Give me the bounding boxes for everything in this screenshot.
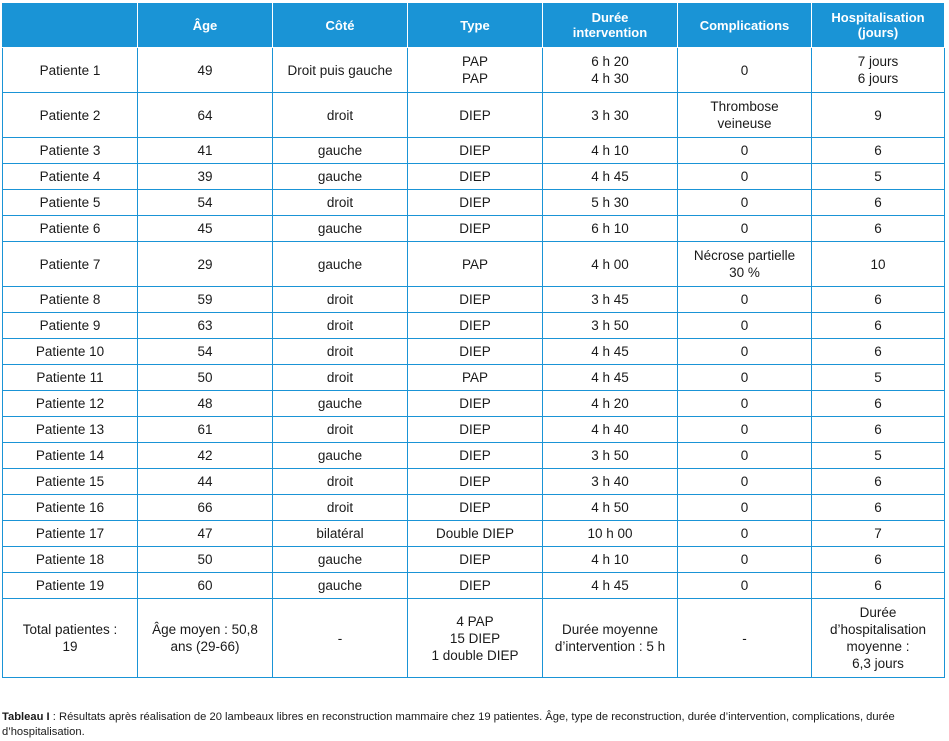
cell-age: 42 xyxy=(138,443,273,469)
cell-age: 66 xyxy=(138,495,273,521)
header-hospitalisation: Hospitalisation (jours) xyxy=(812,3,945,48)
cell-type: DIEP xyxy=(408,495,543,521)
cell-duree: 5 h 30 xyxy=(543,190,678,216)
cell-type: DIEP xyxy=(408,287,543,313)
cell-hospitalisation: 6 xyxy=(812,573,945,599)
cell-hospitalisation: 9 xyxy=(812,93,945,138)
cell-type: DIEP xyxy=(408,216,543,242)
table-row xyxy=(3,391,945,417)
cell-cote: gauche xyxy=(273,216,408,242)
cell-cote: gauche xyxy=(273,242,408,287)
table-row xyxy=(3,287,945,313)
cell-hospitalisation: 5 xyxy=(812,164,945,190)
table-total-row xyxy=(3,599,945,678)
table-row xyxy=(3,365,945,391)
cell-duree: 4 h 40 xyxy=(543,417,678,443)
cell-patient: Patiente 13 xyxy=(3,417,138,443)
cell-type: DIEP xyxy=(408,93,543,138)
cell-duree: 4 h 45 xyxy=(543,164,678,190)
cell-duree: 3 h 50 xyxy=(543,443,678,469)
cell-hospitalisation: 6 xyxy=(812,391,945,417)
cell-patient: Patiente 6 xyxy=(3,216,138,242)
cell-cote: Droit puis gauche xyxy=(273,48,408,93)
total-cote-cell: - xyxy=(273,599,408,678)
cell-patient: Patiente 11 xyxy=(3,365,138,391)
cell-patient: Patiente 18 xyxy=(3,547,138,573)
cell-complications: 0 xyxy=(678,138,812,164)
table-row xyxy=(3,417,945,443)
cell-patient: Patiente 4 xyxy=(3,164,138,190)
cell-cote: gauche xyxy=(273,138,408,164)
cell-type: PAP PAP xyxy=(408,48,543,93)
cell-duree: 3 h 45 xyxy=(543,287,678,313)
cell-duree: 6 h 10 xyxy=(543,216,678,242)
cell-complications: 0 xyxy=(678,391,812,417)
cell-type: DIEP xyxy=(408,138,543,164)
cell-complications: 0 xyxy=(678,365,812,391)
cell-complications: 0 xyxy=(678,573,812,599)
cell-type: DIEP xyxy=(408,547,543,573)
cell-duree: 6 h 20 4 h 30 xyxy=(543,48,678,93)
total-hospitalisation-cell: Durée d’hospitalisation moyenne : 6,3 jours xyxy=(812,599,945,678)
cell-cote: droit xyxy=(273,287,408,313)
cell-type: DIEP xyxy=(408,391,543,417)
cell-patient: Patiente 10 xyxy=(3,339,138,365)
cell-hospitalisation: 6 xyxy=(812,417,945,443)
cell-patient: Patiente 7 xyxy=(3,242,138,287)
cell-type: DIEP xyxy=(408,190,543,216)
cell-hospitalisation: 6 xyxy=(812,190,945,216)
cell-complications: 0 xyxy=(678,495,812,521)
caption-label: Tableau I xyxy=(2,711,50,723)
cell-type: DIEP xyxy=(408,417,543,443)
cell-age: 48 xyxy=(138,391,273,417)
cell-patient: Patiente 16 xyxy=(3,495,138,521)
header-cote: Côté xyxy=(273,3,408,48)
cell-duree: 4 h 00 xyxy=(543,242,678,287)
table-header-row xyxy=(3,3,945,48)
cell-type: DIEP xyxy=(408,573,543,599)
cell-duree: 4 h 20 xyxy=(543,391,678,417)
total-age-cell: Âge moyen : 50,8 ans (29-66) xyxy=(138,599,273,678)
cell-patient: Patiente 15 xyxy=(3,469,138,495)
cell-type: DIEP xyxy=(408,313,543,339)
cell-cote: gauche xyxy=(273,443,408,469)
cell-complications: 0 xyxy=(678,547,812,573)
table-row xyxy=(3,339,945,365)
cell-patient: Patiente 2 xyxy=(3,93,138,138)
cell-cote: droit xyxy=(273,495,408,521)
cell-cote: droit xyxy=(273,190,408,216)
cell-age: 64 xyxy=(138,93,273,138)
cell-patient: Patiente 17 xyxy=(3,521,138,547)
total-patient-cell: Total patientes : 19 xyxy=(3,599,138,678)
cell-duree: 4 h 10 xyxy=(543,138,678,164)
cell-hospitalisation: 5 xyxy=(812,365,945,391)
table-row xyxy=(3,164,945,190)
cell-patient: Patiente 9 xyxy=(3,313,138,339)
table-row xyxy=(3,521,945,547)
cell-patient: Patiente 3 xyxy=(3,138,138,164)
cell-age: 44 xyxy=(138,469,273,495)
cell-type: PAP xyxy=(408,242,543,287)
cell-type: DIEP xyxy=(408,339,543,365)
cell-type: Double DIEP xyxy=(408,521,543,547)
cell-age: 45 xyxy=(138,216,273,242)
cell-complications: Nécrose partielle 30 % xyxy=(678,242,812,287)
table-row xyxy=(3,495,945,521)
cell-complications: 0 xyxy=(678,339,812,365)
cell-cote: droit xyxy=(273,93,408,138)
cell-complications: 0 xyxy=(678,521,812,547)
cell-duree: 4 h 10 xyxy=(543,547,678,573)
cell-hospitalisation: 7 jours 6 jours xyxy=(812,48,945,93)
cell-duree: 10 h 00 xyxy=(543,521,678,547)
cell-hospitalisation: 6 xyxy=(812,469,945,495)
cell-cote: bilatéral xyxy=(273,521,408,547)
cell-cote: gauche xyxy=(273,547,408,573)
cell-cote: gauche xyxy=(273,391,408,417)
caption-text: : Résultats après réalisation de 20 lambeaux libres en reconstruction mammaire chez 19 patientes. Âge, type de reconstruction, durée d’intervention, complications, durée d’hospitalisation. xyxy=(2,711,895,738)
cell-hospitalisation: 6 xyxy=(812,339,945,365)
cell-complications: 0 xyxy=(678,164,812,190)
total-type-cell: 4 PAP 15 DIEP 1 double DIEP xyxy=(408,599,543,678)
cell-duree: 4 h 45 xyxy=(543,339,678,365)
cell-type: DIEP xyxy=(408,469,543,495)
cell-duree: 4 h 50 xyxy=(543,495,678,521)
cell-complications: 0 xyxy=(678,216,812,242)
cell-age: 29 xyxy=(138,242,273,287)
cell-hospitalisation: 6 xyxy=(812,313,945,339)
cell-complications: 0 xyxy=(678,443,812,469)
cell-duree: 3 h 40 xyxy=(543,469,678,495)
cell-age: 50 xyxy=(138,547,273,573)
cell-age: 39 xyxy=(138,164,273,190)
cell-age: 63 xyxy=(138,313,273,339)
cell-patient: Patiente 5 xyxy=(3,190,138,216)
cell-age: 59 xyxy=(138,287,273,313)
cell-complications: 0 xyxy=(678,190,812,216)
cell-hospitalisation: 7 xyxy=(812,521,945,547)
cell-hospitalisation: 6 xyxy=(812,138,945,164)
total-duree-cell: Durée moyenne d’intervention : 5 h xyxy=(543,599,678,678)
table-row xyxy=(3,573,945,599)
cell-patient: Patiente 1 xyxy=(3,48,138,93)
table-row xyxy=(3,313,945,339)
cell-patient: Patiente 14 xyxy=(3,443,138,469)
cell-type: DIEP xyxy=(408,443,543,469)
cell-age: 49 xyxy=(138,48,273,93)
cell-hospitalisation: 5 xyxy=(812,443,945,469)
results-table xyxy=(2,2,945,678)
total-complications-cell: - xyxy=(678,599,812,678)
table-caption xyxy=(2,710,946,740)
cell-patient: Patiente 8 xyxy=(3,287,138,313)
cell-cote: droit xyxy=(273,417,408,443)
cell-complications: 0 xyxy=(678,313,812,339)
cell-age: 41 xyxy=(138,138,273,164)
cell-cote: droit xyxy=(273,313,408,339)
cell-cote: droit xyxy=(273,339,408,365)
cell-duree: 3 h 30 xyxy=(543,93,678,138)
cell-complications: 0 xyxy=(678,287,812,313)
cell-hospitalisation: 10 xyxy=(812,242,945,287)
cell-type: PAP xyxy=(408,365,543,391)
cell-age: 54 xyxy=(138,190,273,216)
cell-complications: 0 xyxy=(678,417,812,443)
cell-hospitalisation: 6 xyxy=(812,547,945,573)
table-row xyxy=(3,469,945,495)
cell-complications: 0 xyxy=(678,48,812,93)
cell-cote: gauche xyxy=(273,573,408,599)
header-type: Type xyxy=(408,3,543,48)
header-duree: Durée intervention xyxy=(543,3,678,48)
header-complications: Complications xyxy=(678,3,812,48)
table-row xyxy=(3,93,945,138)
table-row xyxy=(3,190,945,216)
table-row xyxy=(3,48,945,93)
cell-patient: Patiente 12 xyxy=(3,391,138,417)
cell-hospitalisation: 6 xyxy=(812,495,945,521)
cell-duree: 4 h 45 xyxy=(543,365,678,391)
cell-age: 61 xyxy=(138,417,273,443)
cell-duree: 4 h 45 xyxy=(543,573,678,599)
header-age: Âge xyxy=(138,3,273,48)
cell-complications: 0 xyxy=(678,469,812,495)
cell-age: 47 xyxy=(138,521,273,547)
table-body xyxy=(3,48,945,599)
cell-age: 50 xyxy=(138,365,273,391)
cell-duree: 3 h 50 xyxy=(543,313,678,339)
cell-complications: Thrombose veineuse xyxy=(678,93,812,138)
cell-cote: droit xyxy=(273,365,408,391)
cell-cote: gauche xyxy=(273,164,408,190)
cell-age: 54 xyxy=(138,339,273,365)
table-row xyxy=(3,547,945,573)
cell-hospitalisation: 6 xyxy=(812,287,945,313)
cell-cote: droit xyxy=(273,469,408,495)
table-row xyxy=(3,242,945,287)
header-patient xyxy=(3,3,138,48)
cell-patient: Patiente 19 xyxy=(3,573,138,599)
table-row xyxy=(3,138,945,164)
table-row xyxy=(3,216,945,242)
results-table-container xyxy=(2,2,945,678)
table-row xyxy=(3,443,945,469)
cell-age: 60 xyxy=(138,573,273,599)
cell-type: DIEP xyxy=(408,164,543,190)
cell-hospitalisation: 6 xyxy=(812,216,945,242)
